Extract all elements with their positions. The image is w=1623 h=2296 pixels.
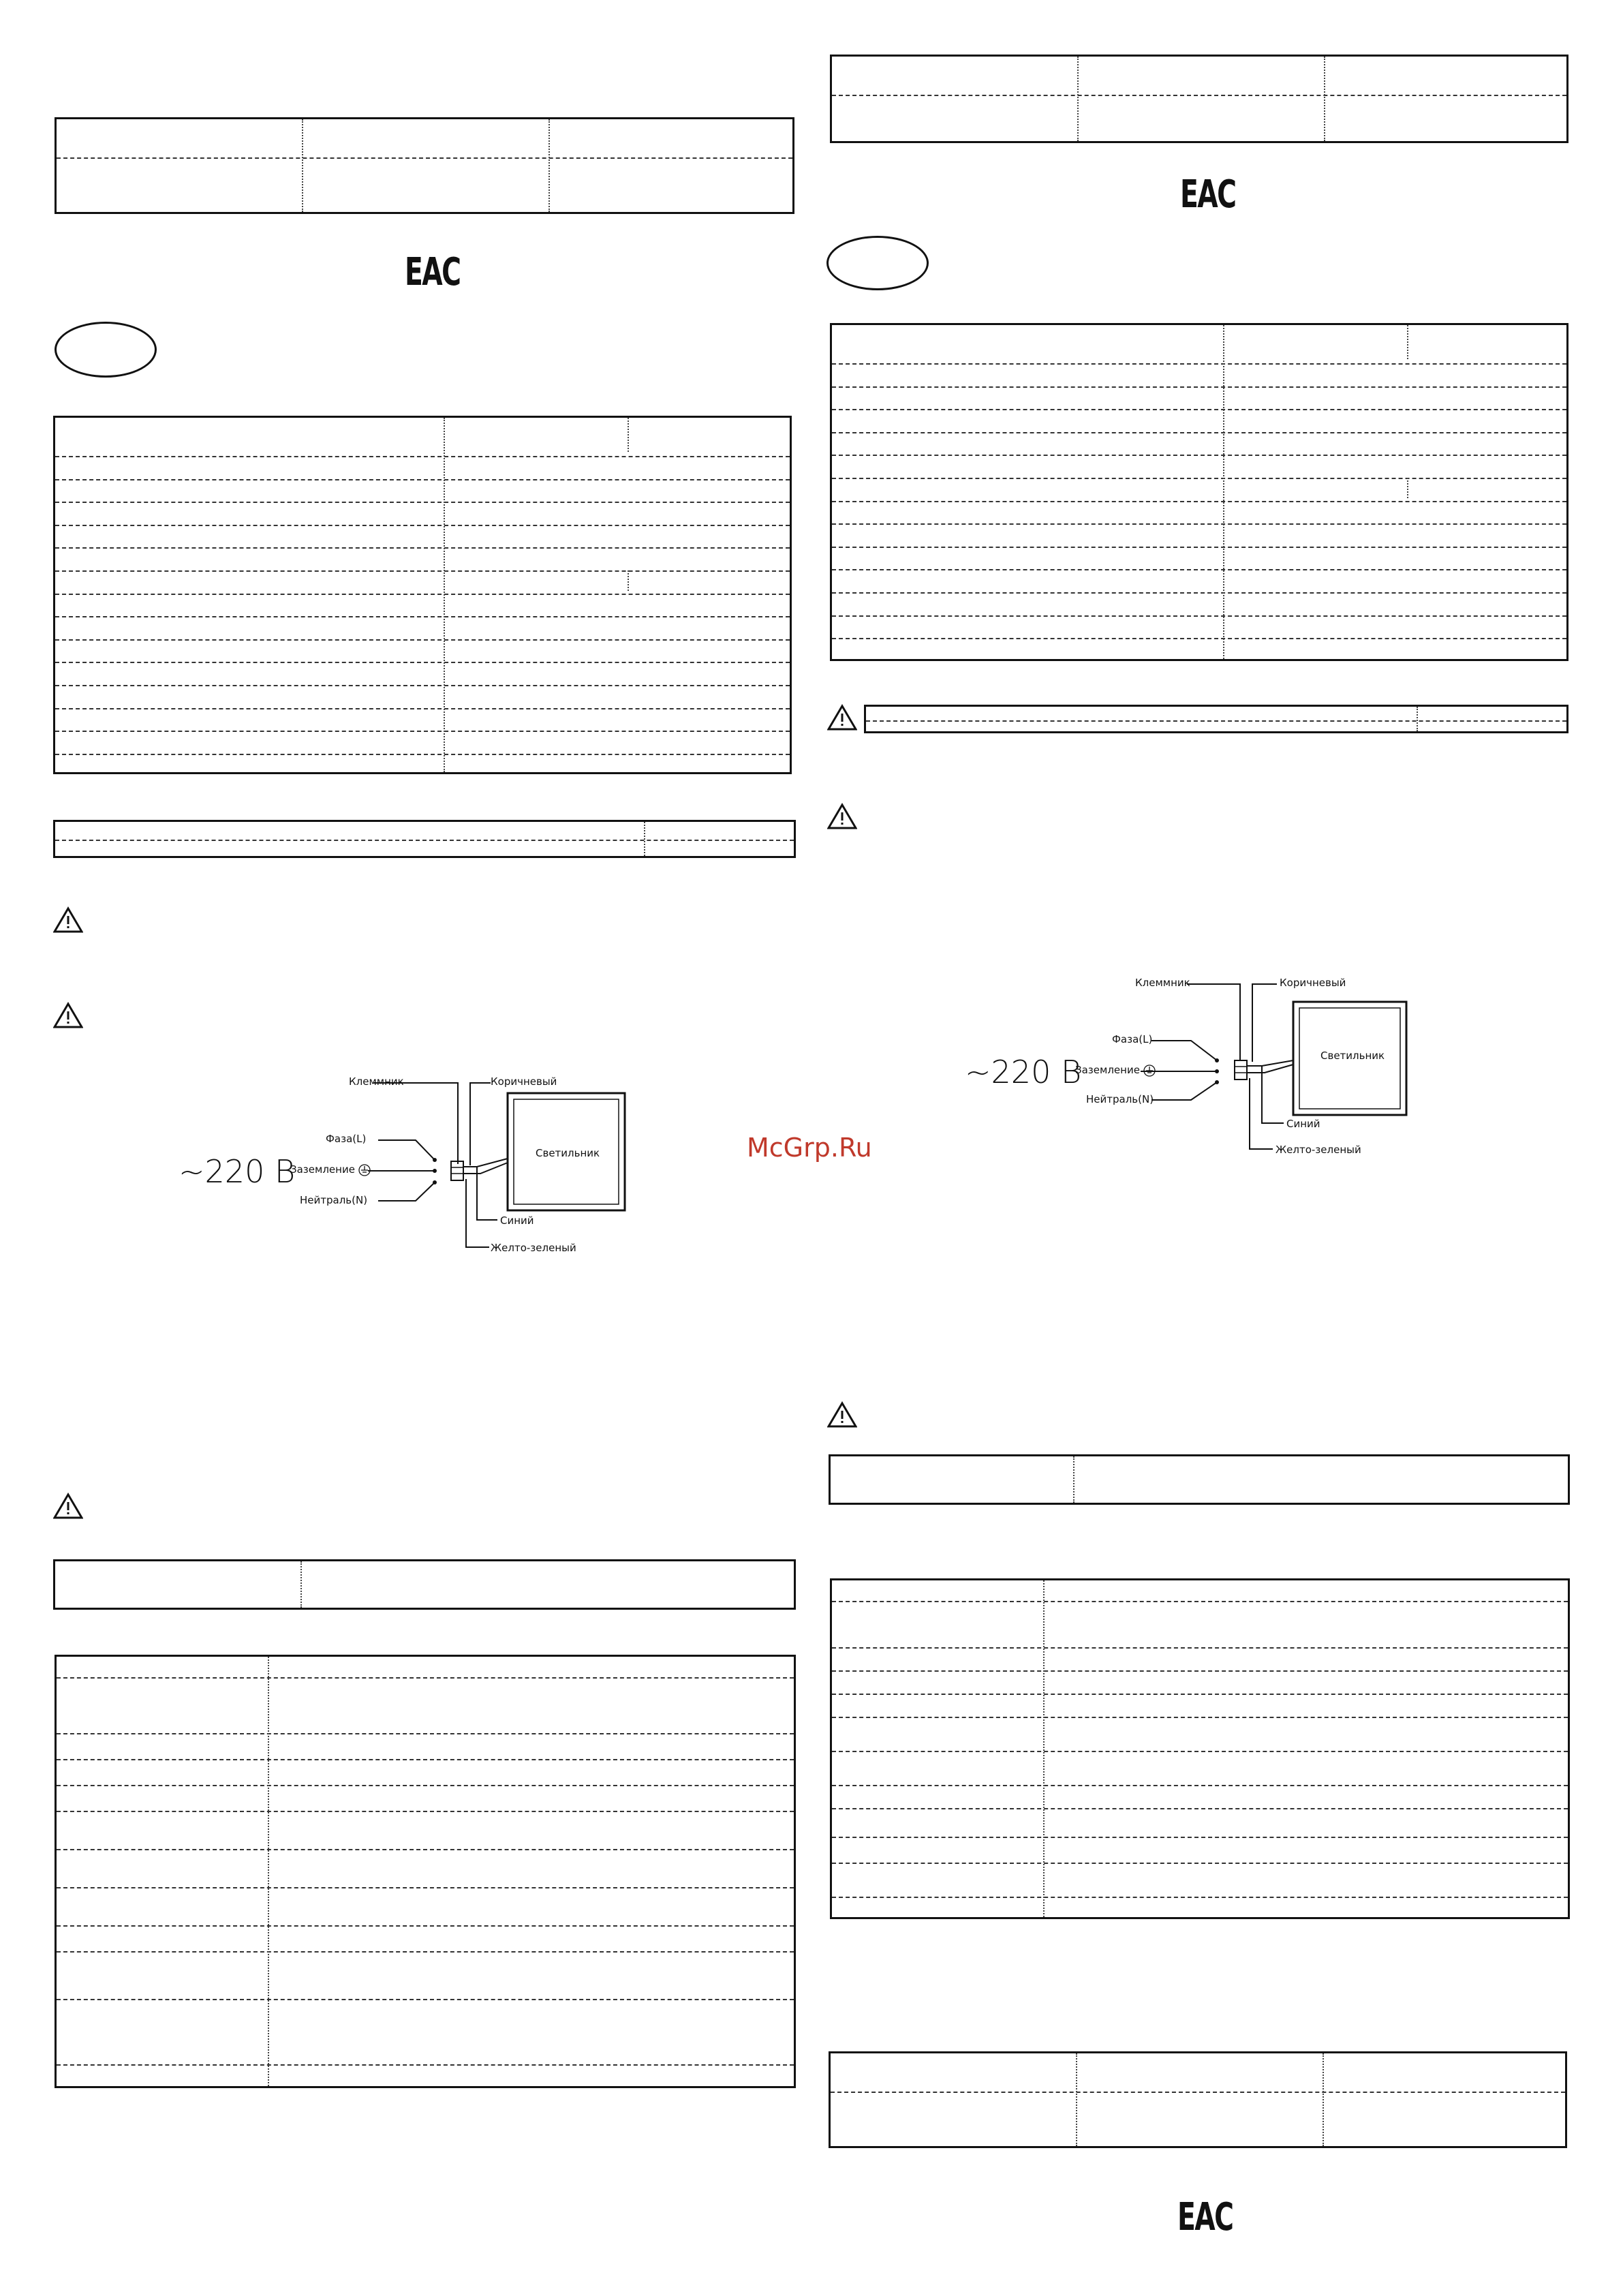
right-specs-table [830,323,1568,661]
yellow-green-wire-label: Желто-зеленый [1276,1144,1361,1156]
warning-triangle-icon [53,1493,83,1520]
right-details-table [830,1578,1570,1919]
blue-wire-label: Синий [1286,1118,1320,1130]
left-details-table [55,1655,796,2088]
brown-wire-label: Коричневый [1280,977,1346,989]
voltage-label: ~220 В [179,1153,296,1190]
phase-label: Фаза(L) [326,1133,367,1145]
left-info-table [53,1559,796,1610]
blue-wire-label: Синий [500,1214,534,1227]
watermark: McGrp.Ru [747,1133,872,1163]
warning-triangle-icon [827,704,857,731]
eac-mark-right-bottom: EAC [1177,2195,1233,2239]
terminal-label: Клеммник [349,1075,404,1088]
lamp-label: Светильник [536,1147,600,1159]
right-info-table [829,1454,1570,1505]
ground-symbol-icon [1143,1065,1156,1077]
neutral-label: Нейтраль(N) [1086,1093,1154,1105]
ground-label [1075,1064,1156,1077]
warning-triangle-icon [827,803,857,830]
eac-mark-right-top: EAC [1180,172,1236,217]
ground-symbol-icon [358,1164,371,1176]
neutral-label: Нейтраль(N) [300,1194,368,1206]
eac-mark-left: EAC [405,250,461,294]
ground-label-text: Заземление [1075,1064,1140,1076]
lamp-label: Светильник [1320,1050,1385,1062]
voltage-label: ~220 В [965,1054,1082,1090]
terminal-label: Клеммник [1135,977,1190,989]
brown-wire-label: Коричневый [491,1075,557,1088]
yellow-green-wire-label: Желто-зеленый [491,1242,576,1254]
right-header-table [830,55,1568,143]
ground-label [290,1163,371,1176]
right-footer-table [829,2051,1567,2148]
language-oval-right [826,236,929,290]
right-small-table [864,705,1568,733]
wiring-lines [0,0,818,1295]
phase-label: Фаза(L) [1112,1033,1153,1045]
ground-label-text: Заземление [290,1163,355,1176]
warning-triangle-icon [827,1401,857,1428]
